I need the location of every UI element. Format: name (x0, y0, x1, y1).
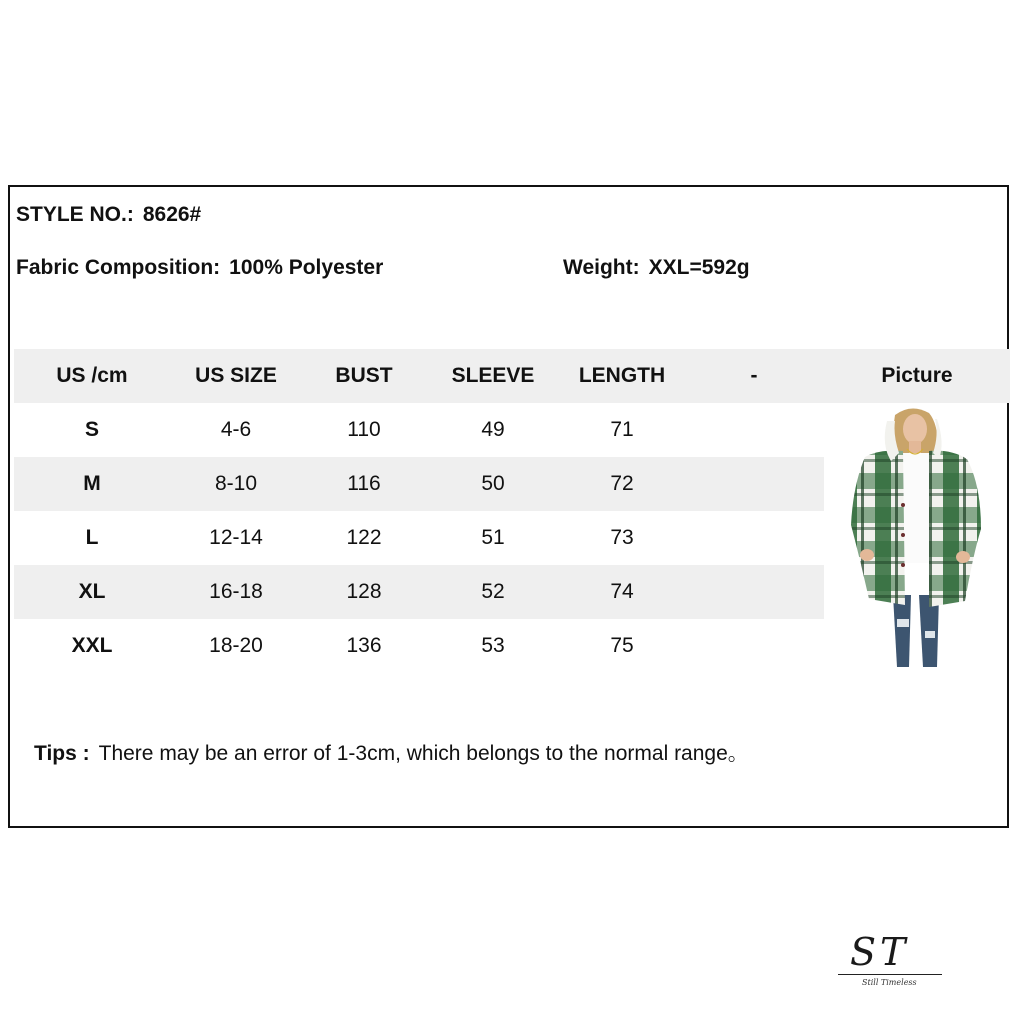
logo-tagline: Still Timeless (862, 978, 917, 987)
size-cell: S (84, 418, 99, 441)
fabric-label: Fabric Composition: (16, 256, 221, 279)
header-us-size: US SIZE (195, 364, 277, 387)
product-photo (841, 405, 991, 669)
bust-cell: 122 (346, 526, 382, 549)
sleeve-cell: 51 (481, 526, 505, 549)
weight-value: XXL=592g (648, 256, 750, 279)
bust-cell: 116 (347, 472, 381, 495)
size-cell: L (85, 526, 99, 549)
sleeve-cell: 49 (481, 418, 505, 441)
fabric-value: 100% Polyester (229, 256, 384, 279)
length-cell: 74 (610, 580, 634, 603)
bust-cell: 128 (346, 580, 382, 603)
tips-label: Tips : (34, 742, 90, 765)
header-bust: BUST (335, 364, 393, 387)
weight (563, 256, 750, 280)
length-cell: 75 (610, 634, 634, 657)
sleeve-cell: 53 (481, 634, 505, 657)
fabric-composition (16, 256, 383, 280)
us-size-cell: 4-6 (220, 418, 252, 441)
header-picture: Picture (881, 364, 953, 387)
tips-note (34, 737, 749, 767)
bust-cell: 136 (346, 634, 382, 657)
sleeve-cell: 50 (481, 472, 505, 495)
us-size-cell: 18-20 (209, 634, 263, 657)
weight-label: Weight: (563, 256, 640, 279)
length-cell: 73 (610, 526, 634, 549)
header-us-cm: US /cm (56, 364, 128, 387)
size-cell: M (83, 472, 101, 495)
size-cell: XXL (71, 634, 113, 657)
size-cell: XL (78, 580, 106, 603)
style-label: STYLE NO.: (16, 203, 134, 226)
table-header-row (14, 349, 1010, 403)
logo-divider (838, 974, 942, 975)
brand-logo (838, 930, 946, 992)
logo-monogram: ST (850, 930, 910, 974)
size-chart-card (8, 185, 1009, 828)
us-size-cell: 12-14 (209, 526, 263, 549)
header-dash: - (750, 364, 758, 387)
header-length: LENGTH (578, 364, 666, 387)
header-sleeve: SLEEVE (451, 364, 535, 387)
us-size-cell: 8-10 (214, 472, 258, 495)
length-cell: 72 (610, 472, 634, 495)
length-cell: 71 (610, 418, 634, 441)
sleeve-cell: 52 (481, 580, 505, 603)
tips-text: There may be an error of 1-3cm, which belongs to the normal range。 (98, 742, 749, 765)
us-size-cell: 16-18 (209, 580, 263, 603)
style-value: 8626# (142, 203, 202, 226)
style-number (16, 203, 201, 227)
bust-cell: 110 (347, 418, 381, 441)
